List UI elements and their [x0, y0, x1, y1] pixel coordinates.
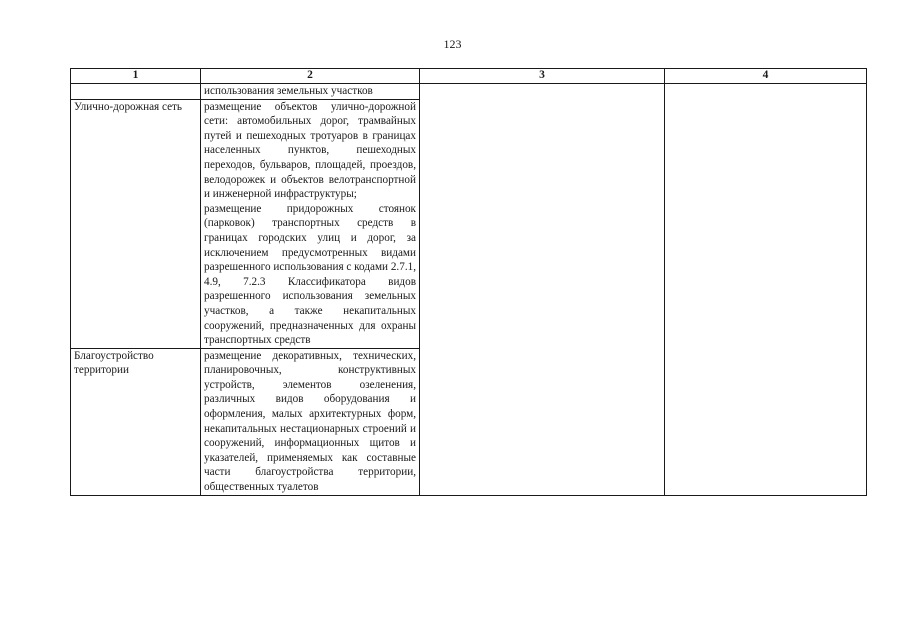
use-description — [201, 348, 420, 495]
description-paragraph: размещение декоративных, технических, планировочных, конструктивных устройств, элементов озеленения, различных видов оборудования и оформления, малых архитектурных форм, некапитальных нестационарных строений и сооружений, информационных щитов и указателей, применяемых как составные части благоустройства территории, общественных туалетов — [204, 349, 416, 494]
use-name: Благоустройство территории — [71, 348, 201, 495]
use-name: Улично-дорожная сеть — [71, 99, 201, 348]
column-header-3: 3 — [420, 69, 665, 84]
zoning-table — [70, 68, 867, 496]
continuation-row — [71, 84, 867, 100]
use-description — [201, 99, 420, 348]
table-header-row — [71, 69, 867, 84]
description-paragraph: размещение придорожных стоянок (парковок) транспортных средств в границах городских улиц и дорог, за исключением предусмотренных видами разрешенного использования с кодами 2.7.1, 4.9, 7.2.3 Классификатора видов разрешенного использования земельных участков, а также некапитальных сооружений, предназначенных для охраны транспортных средств — [204, 202, 417, 347]
column-header-1: 1 — [71, 69, 201, 84]
continuation-col3 — [420, 84, 665, 496]
column-header-2: 2 — [201, 69, 420, 84]
continuation-col4 — [665, 84, 867, 496]
description-paragraph: размещение объектов улично-дорожной сети: автомобильных дорог, трамвайных путей и пешеходных тротуаров в границах населенных пунктов, пешеходных переходов, бульваров, площадей, проездов, велодорожек и объектов велотранспортной и инженерной инфраструктуры; — [204, 100, 416, 201]
page-number: 123 — [443, 37, 462, 51]
continuation-col1 — [71, 84, 201, 100]
continuation-text: использования земельных участков — [201, 84, 420, 100]
column-header-4: 4 — [665, 69, 867, 84]
